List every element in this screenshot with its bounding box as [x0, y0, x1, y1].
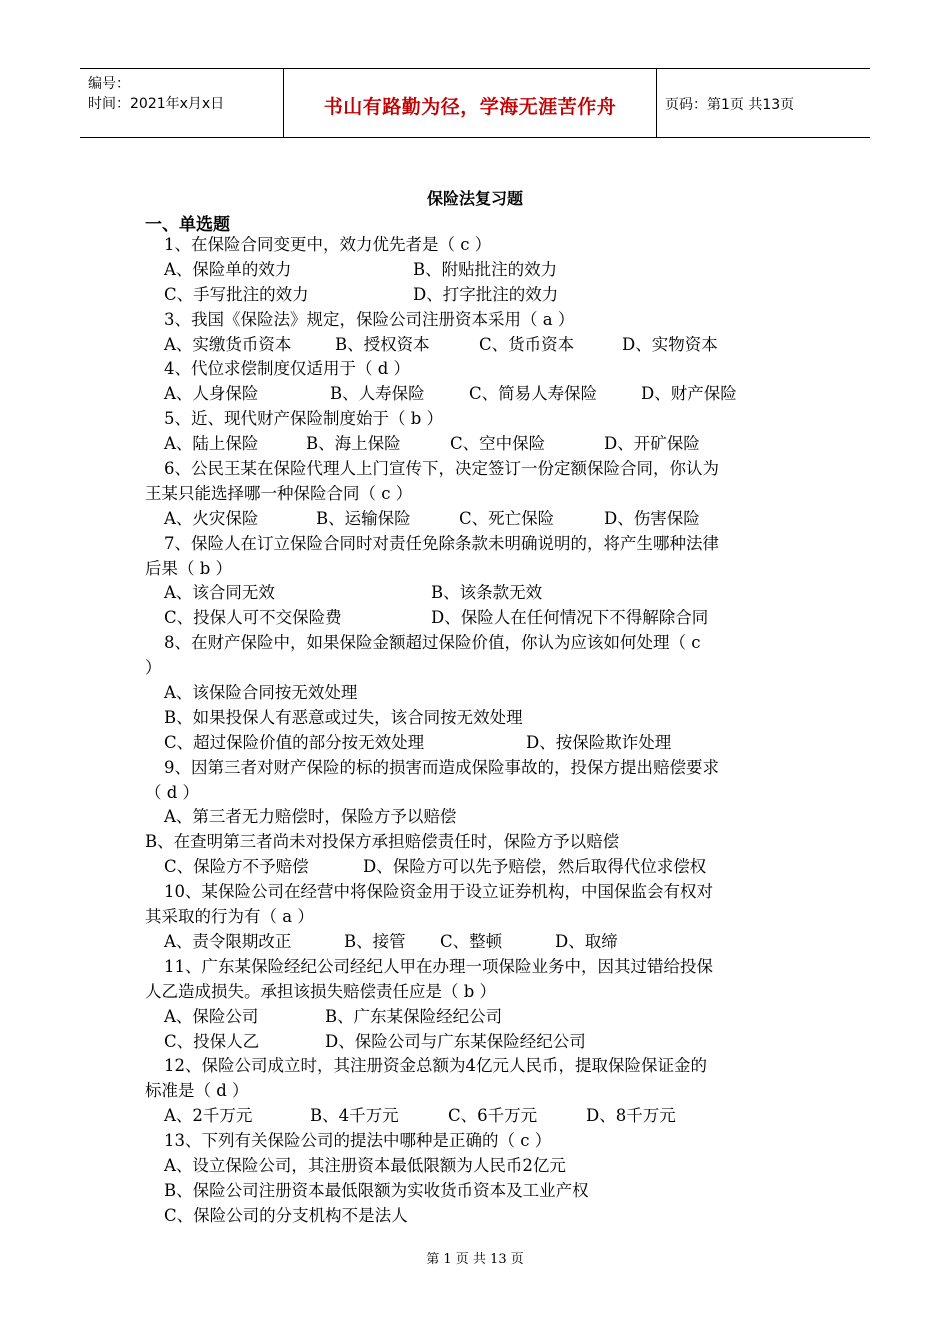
- header-page-cell: [657, 69, 870, 137]
- question-stem: 8、在财产保险中，如果保险金额超过保险价值，你认为应该如何处理（ c: [164, 633, 701, 653]
- document-time-label: 时间：2021年x月x日: [88, 96, 225, 112]
- answer-option: A、火灾保险: [164, 508, 259, 528]
- answer-option: C、投保人可不交保险费: [164, 608, 342, 628]
- question-stem: 5、近、现代财产保险制度始于（ b ）: [164, 409, 444, 429]
- header-meta-cell: [80, 69, 283, 137]
- answer-option: C、死亡保险: [459, 508, 555, 528]
- header-motto: 书山有路勤为径，学海无涯苦作舟: [323, 96, 617, 118]
- answer-option: D、取缔: [555, 931, 618, 951]
- answer-option: A、人身保险: [164, 384, 259, 404]
- option-row: [145, 706, 810, 731]
- page-footer: 第 1 页 共 13 页: [426, 1252, 524, 1267]
- document-title: 保险法复习题: [426, 189, 523, 208]
- option-row: [145, 930, 810, 955]
- answer-option: D、财产保险: [641, 384, 737, 404]
- answer-option: D、保险方可以先予赔偿，然后取得代位求偿权: [363, 857, 707, 877]
- answer-option: B、附贴批注的效力: [413, 259, 558, 279]
- answer-option: A、陆上保险: [164, 434, 259, 454]
- question-stem-continued: 王某只能选择哪一种保险合同（ c ）: [145, 483, 413, 503]
- answer-option: B、如果投保人有恶意或过失，该合同按无效处理: [164, 707, 523, 727]
- answer-option: B、接管: [344, 931, 406, 951]
- section-heading: 一、单选题: [145, 215, 230, 235]
- answer-option: B、在查明第三者尚未对投保方承担赔偿责任时，保险方予以赔偿: [145, 832, 620, 852]
- answer-option: B、广东某保险经纪公司: [325, 1006, 503, 1026]
- answer-option: B、4千万元: [310, 1106, 399, 1126]
- question-stem: 6、公民王某在保险代理人上门宣传下，决定签订一份定额保险合同，你认为: [164, 459, 719, 479]
- answer-option: B、运输保险: [316, 508, 411, 528]
- question-stem: 3、我国《保险法》规定，保险公司注册资本采用（ a ）: [164, 309, 575, 329]
- option-row: [145, 507, 810, 532]
- answer-option: B、海上保险: [306, 434, 401, 454]
- question-stem: 1、在保险合同变更中，效力优先者是（ c ）: [164, 235, 492, 254]
- answer-option: B、授权资本: [335, 334, 430, 354]
- question-stem-continued: （ d ）: [145, 782, 200, 802]
- answer-option: A、责令限期改正: [164, 931, 292, 951]
- answer-option: D、8千万元: [586, 1106, 676, 1126]
- question-stem: 7、保险人在订立保险合同时对责任免除条款未明确说明的，将产生哪种法律: [164, 533, 719, 553]
- header-page-code: 页码：第1页 共13页: [665, 97, 795, 113]
- option-row: [145, 805, 810, 830]
- option-row: [145, 830, 810, 855]
- answer-option: A、2千万元: [164, 1106, 253, 1126]
- option-row: [145, 382, 810, 407]
- question-stem-continued: 人乙造成损失。承担该损失赔偿责任应是（ b ）: [145, 981, 497, 1001]
- answer-option: D、按保险欺诈处理: [526, 732, 672, 752]
- option-row: [145, 1104, 810, 1129]
- question-stem: 4、代位求偿制度仅适用于（ d ）: [164, 359, 411, 379]
- option-row: [145, 1204, 810, 1229]
- answer-option: C、投保人乙: [164, 1031, 260, 1051]
- answer-option: A、第三者无力赔偿时，保险方予以赔偿: [164, 807, 457, 827]
- option-row: [145, 731, 810, 756]
- answer-option: A、设立保险公司，其注册资本最低限额为人民币2亿元: [164, 1155, 566, 1175]
- option-row: [145, 1030, 810, 1055]
- answer-option: B、人寿保险: [330, 384, 425, 404]
- answer-option: C、保险方不予赔偿: [164, 857, 309, 877]
- option-row: [145, 258, 810, 283]
- question-stem-continued: 标准是（ d ）: [145, 1081, 249, 1101]
- question-stem: 11、广东某保险经纪公司经纪人甲在办理一项保险业务中，因其过错给投保: [164, 956, 713, 976]
- answer-option: C、空中保险: [450, 434, 546, 454]
- answer-option: B、该条款无效: [431, 583, 543, 603]
- question-stem: 13、下列有关保险公司的提法中哪种是正确的（ c ）: [164, 1131, 552, 1151]
- answer-option: A、保险单的效力: [164, 259, 292, 279]
- document-number-label: 编号：: [88, 76, 130, 92]
- option-row: [145, 333, 810, 358]
- answer-option: C、超过保险价值的部分按无效处理: [164, 732, 425, 752]
- answer-option: D、实物资本: [622, 334, 718, 354]
- answer-option: A、该合同无效: [164, 583, 275, 603]
- header-motto-cell: [283, 69, 657, 137]
- answer-option: C、保险公司的分支机构不是法人: [164, 1205, 408, 1225]
- answer-option: D、伤害保险: [604, 508, 700, 528]
- answer-option: D、开矿保险: [604, 434, 700, 454]
- answer-option: C、货币资本: [479, 334, 575, 354]
- option-row: [145, 1154, 810, 1179]
- answer-option: D、保险公司与广东某保险经纪公司: [325, 1031, 586, 1051]
- option-row: [145, 681, 810, 706]
- answer-option: A、保险公司: [164, 1006, 259, 1026]
- answer-option: A、实缴货币资本: [164, 334, 292, 354]
- option-row: [145, 855, 810, 880]
- option-row: [145, 1179, 810, 1204]
- page-header-table: [80, 68, 870, 138]
- question-stem: 12、保险公司成立时，其注册资金总额为4亿元人民币，提取保险保证金的: [164, 1056, 707, 1076]
- answer-option: C、整顿: [440, 931, 503, 951]
- answer-option: C、6千万元: [448, 1106, 538, 1126]
- option-row: [145, 606, 810, 631]
- question-stem-continued: 后果（ b ）: [145, 558, 233, 578]
- question-list: [145, 233, 810, 1229]
- answer-option: D、保险人在任何情况下不得解除合同: [431, 608, 709, 628]
- option-row: [145, 432, 810, 457]
- option-row: [145, 283, 810, 308]
- answer-option: D、打字批注的效力: [413, 284, 559, 304]
- option-row: [145, 581, 810, 606]
- answer-option: B、保险公司注册资本最低限额为实收货币资本及工业产权: [164, 1180, 589, 1200]
- question-stem: 9、因第三者对财产保险的标的损害而造成保险事故的，投保方提出赔偿要求: [164, 757, 719, 777]
- answer-option: C、简易人寿保险: [469, 384, 598, 404]
- question-stem-continued: 其采取的行为有（ a ）: [145, 907, 314, 927]
- option-row: [145, 1005, 810, 1030]
- answer-option: C、手写批注的效力: [164, 284, 309, 304]
- question-stem-continued: ）: [145, 658, 162, 678]
- answer-option: A、该保险合同按无效处理: [164, 683, 358, 703]
- question-stem: 10、某保险公司在经营中将保险资金用于设立证券机构，中国保监会有权对: [164, 882, 713, 902]
